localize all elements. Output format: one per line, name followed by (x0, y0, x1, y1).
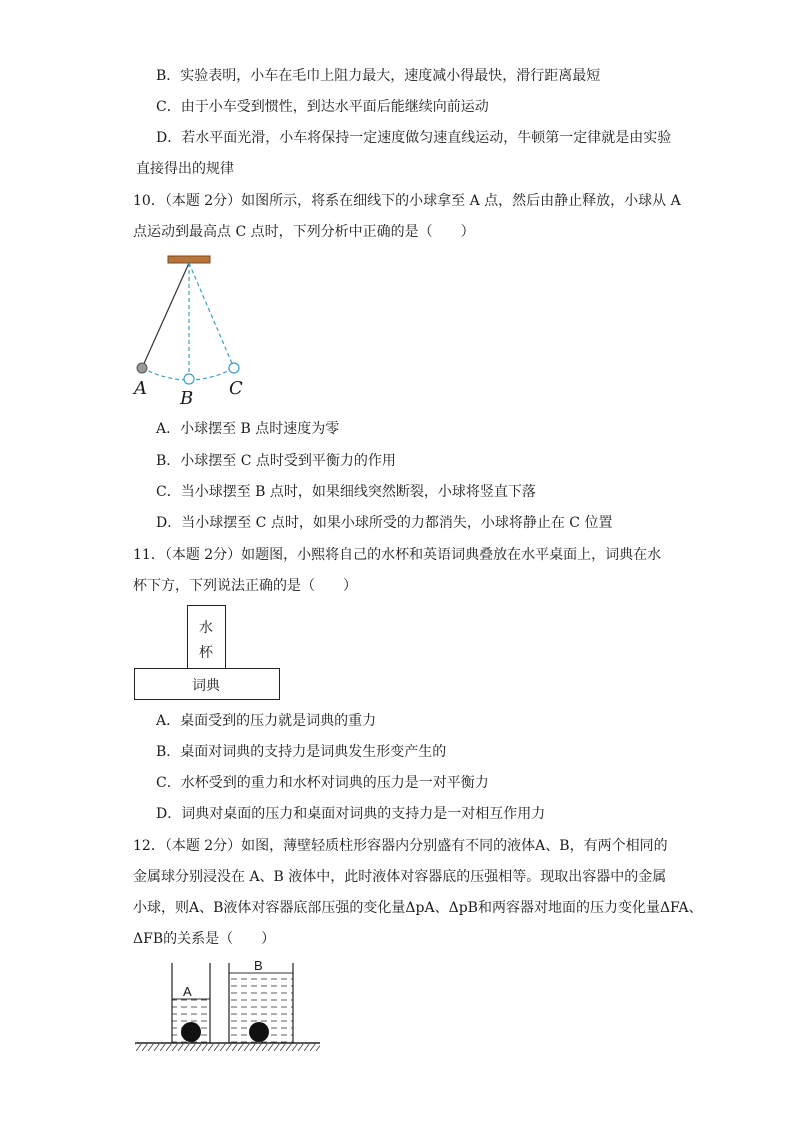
q11-option-b: B．桌面对词典的支持力是词典发生形变产生的 (156, 744, 447, 760)
q11-option-c: C．水杯受到的重力和水杯对词典的压力是一对平衡力 (156, 775, 489, 791)
dictionary-label: 词典 (192, 678, 220, 694)
pendulum-label-a: A (134, 378, 147, 399)
q11-option-a: A．桌面受到的压力就是词典的重力 (156, 713, 377, 729)
q10-option-d: D．当小球摆至 C 点时，如果小球所受的力都消失，小球将静止在 C 位置 (156, 515, 613, 531)
metal-ball-a (181, 1022, 201, 1042)
ball-c (229, 363, 239, 373)
container-label-a: A (183, 984, 192, 999)
q9-option-c: C．由于小车受到惯性，到达水平面后能继续向前运动 (156, 99, 489, 115)
q10-stem-line2: 点运动到最高点 C 点时，下列分析中正确的是（ ） (133, 224, 475, 240)
pendulum-support (168, 256, 210, 263)
q12-stem-line2: 金属球分别浸没在 A、B 液体中，此时液体对容器底的压强相等。现取出容器中的金属 (133, 869, 667, 885)
cup-label-2: 杯 (199, 645, 213, 661)
ball-a (137, 363, 147, 373)
q10-stem-line1: 10．（本题 2分）如图所示，将系在细线下的小球拿至 A 点，然后由静止释放，小球从 A (133, 193, 681, 209)
pendulum-label-c: C (229, 378, 243, 399)
containers-figure (130, 955, 325, 1055)
q10-option-a: A．小球摆至 B 点时速度为零 (156, 421, 340, 437)
q12-stem-line1: 12．（本题 2分）如图，薄壁轻质柱形容器内分别盛有不同的液体A、B，有两个相同的 (133, 838, 668, 854)
q9-option-b: B．实验表明，小车在毛巾上阻力最大，速度减小得最快，滑行距离最短 (156, 68, 601, 84)
ball-b (184, 374, 194, 384)
q12-stem-line4: ΔFB的关系是（ ） (133, 931, 276, 947)
pendulum-string-a (142, 263, 189, 368)
q12-stem-line3: 小球，则A、B液体对容器底部压强的变化量ΔpA、ΔpB和两容器对地面的压力变化量ΔFA、 (133, 900, 703, 916)
q9-option-d-cont: 直接得出的规律 (136, 161, 234, 177)
q10-option-b: B．小球摆至 C 点时受到平衡力的作用 (156, 453, 396, 469)
pendulum-string-c (189, 263, 234, 368)
container-label-b: B (254, 958, 263, 973)
ground-hatch (135, 1044, 320, 1051)
q11-option-d: D．词典对桌面的压力和桌面对词典的支持力是一对相互作用力 (156, 806, 546, 822)
cup-label-1: 水 (199, 620, 213, 636)
q9-option-d: D．若水平面光滑，小车将保持一定速度做匀速直线运动，牛顿第一定律就是由实验 (156, 130, 672, 146)
pendulum-label-b: B (180, 388, 194, 409)
metal-ball-b (249, 1022, 269, 1042)
q11-stem-line1: 11．（本题 2分）如题图，小熙将自己的水杯和英语词典叠放在水平桌面上，词典在水 (133, 547, 662, 563)
q10-option-c: C．当小球摆至 B 点时，如果细线突然断裂，小球将竖直下落 (156, 484, 536, 500)
q11-stem-line2: 杯下方，下列说法正确的是（ ） (133, 578, 357, 594)
